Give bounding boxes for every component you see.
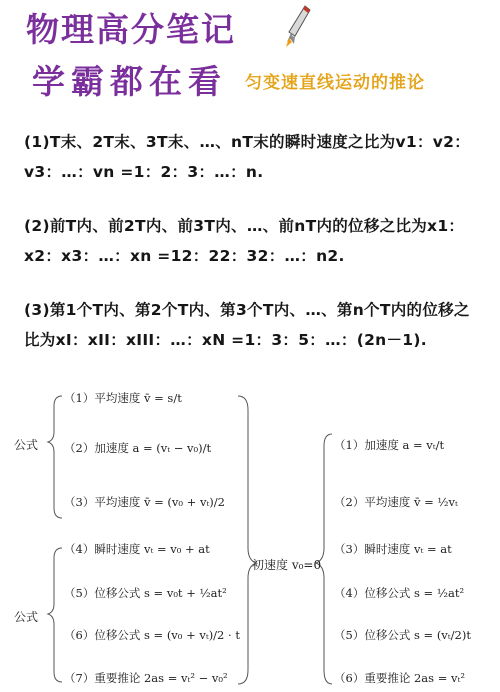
note-1: (1)T末、2T末、3T末、…、nT末的瞬时速度之比为v1：v2：v3：…：vn =1：2：3：…：n. bbox=[24, 133, 471, 181]
subtitle: 匀变速直线运动的推论 bbox=[245, 73, 425, 93]
title-line-2: 学霸都在看 bbox=[32, 62, 227, 101]
left-formula-2: （2）加速度 a = (vₜ − v₀)/t bbox=[64, 441, 212, 455]
left-formula-1: （1）平均速度 v̄ = s/t bbox=[64, 391, 182, 405]
right-formula-4: （4）位移公式 s = ½at² bbox=[334, 586, 465, 600]
initial-velocity-label: 初速度 v₀=0 bbox=[252, 558, 322, 572]
right-formula-3: （3）瞬时速度 vₜ = at bbox=[334, 542, 452, 556]
rocket-icon bbox=[283, 4, 313, 48]
formula-group-label-top: 公式 bbox=[14, 438, 39, 452]
left-formula-7: （7）重要推论 2as = vₜ² − v₀² bbox=[64, 671, 228, 685]
left-formula-4: （4）瞬时速度 vₜ = v₀ + at bbox=[64, 542, 210, 556]
note-2: (2)前T内、前2T内、前3T内、…、前nT内的位移之比为x1：x2：x3：…：xn =12：22：32：…：n2. bbox=[24, 217, 465, 265]
left-formula-3: （3）平均速度 v̄ = (v₀ + vₜ)/2 bbox=[64, 495, 225, 509]
right-formula-5: （5）位移公式 s = (vₜ/2)t bbox=[334, 628, 471, 642]
note-3: (3)第1个T内、第2个T内、第3个T内、…、第n个T内的位移之比为xI：xII：xIII：…：xN =1：3：5：…：(2n－1). bbox=[24, 301, 470, 349]
right-formula-1: （1）加速度 a = vₜ/t bbox=[334, 438, 445, 452]
left-formula-5: （5）位移公式 s = v₀t + ½at² bbox=[64, 586, 227, 600]
right-formula-2: （2）平均速度 v̄ = ½vₜ bbox=[334, 495, 458, 509]
left-formula-6: （6）位移公式 s = (v₀ + vₜ)/2 · t bbox=[64, 628, 240, 642]
right-formula-6: （6）重要推论 2as = vₜ² bbox=[334, 671, 465, 685]
formula-group-label-bottom: 公式 bbox=[14, 610, 39, 624]
title-line-1: 物理高分笔记 bbox=[26, 10, 236, 49]
